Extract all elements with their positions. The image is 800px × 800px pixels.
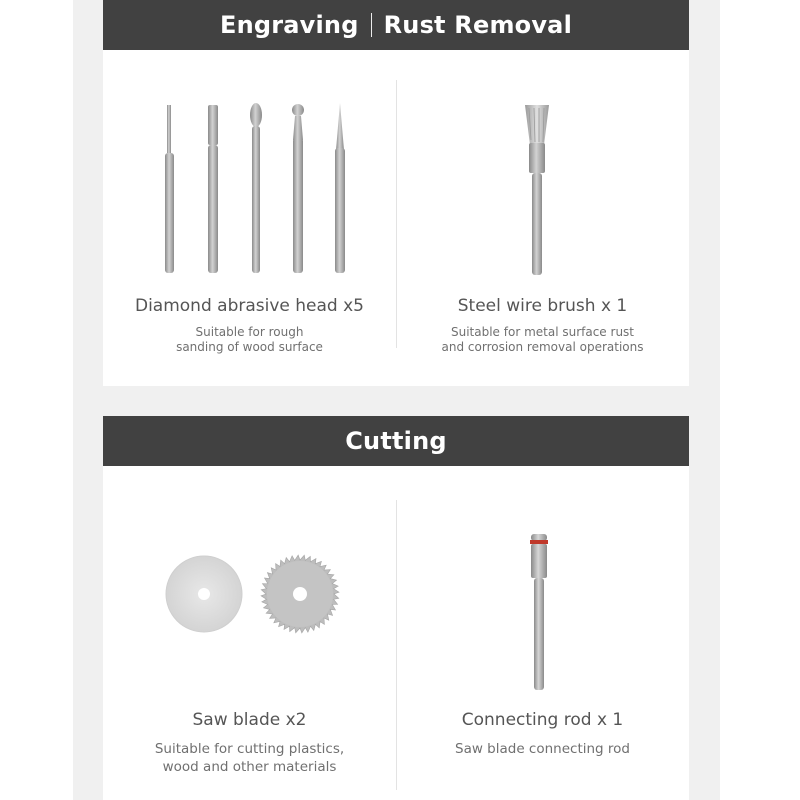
diamond-bit-flame — [250, 103, 262, 273]
section-header — [103, 0, 689, 50]
diamond-bit-wide-cylinder — [208, 105, 218, 273]
description-line: Suitable for metal surface rust — [450, 325, 635, 339]
item-title: Saw blade x2 — [192, 710, 307, 730]
description-line: and corrosion removal operations — [441, 340, 644, 354]
diamond-bit-cylinder — [165, 105, 174, 273]
diamond-bit-ball — [292, 104, 304, 273]
item-description — [396, 740, 689, 758]
item-steel-wire-brush — [396, 296, 689, 355]
item-description — [103, 325, 396, 355]
item-title: Diamond abrasive head x5 — [134, 296, 364, 316]
cutting-disc-plain — [166, 556, 242, 632]
item-title: Steel wire brush x 1 — [457, 296, 628, 316]
saw-blade-toothed — [261, 555, 339, 633]
description-line: sanding of wood surface — [176, 340, 323, 354]
section-cutting — [103, 416, 689, 800]
section-title-cutting: Cutting — [345, 427, 447, 455]
description-line: Saw blade connecting rod — [455, 741, 630, 757]
section-engraving-rust-removal — [103, 0, 689, 386]
description-line: Suitable for rough — [195, 325, 304, 339]
section-title-rust-removal: Rust Removal — [383, 11, 573, 39]
item-diamond-abrasive-head — [103, 296, 396, 355]
header-separator — [371, 13, 372, 37]
description-line: Suitable for cutting plastics, — [154, 741, 345, 757]
item-description — [103, 740, 396, 776]
description-line: wood and other materials — [162, 759, 337, 775]
connecting-rod-image — [530, 534, 548, 690]
diamond-bit-needle — [335, 103, 345, 273]
section-header — [103, 416, 689, 466]
steel-wire-brush-image — [525, 105, 549, 275]
section-title-engraving: Engraving — [219, 11, 359, 39]
item-title: Connecting rod x 1 — [461, 710, 624, 730]
item-description — [396, 325, 689, 355]
item-saw-blade — [103, 710, 396, 776]
item-connecting-rod — [396, 710, 689, 758]
